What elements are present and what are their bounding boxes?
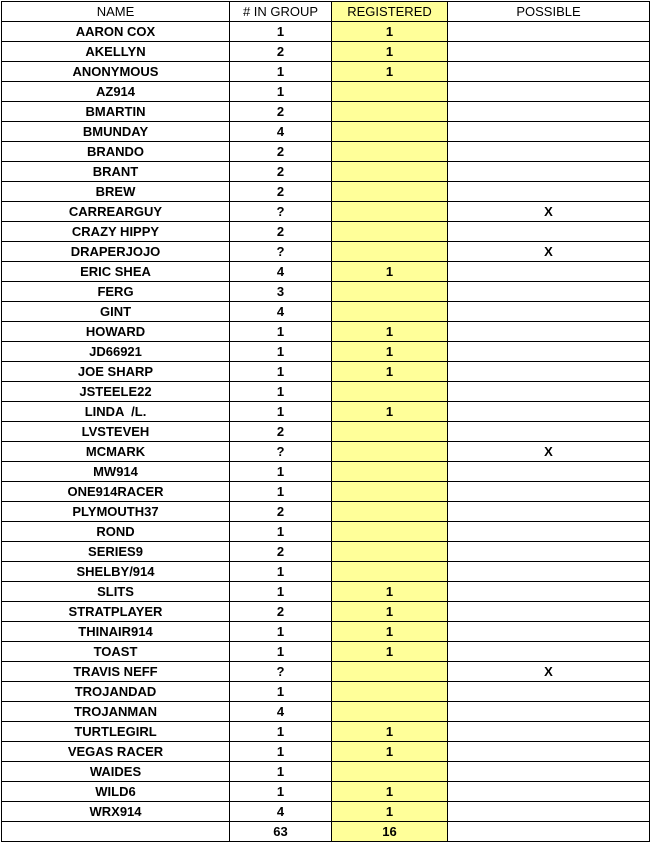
table-row (2, 642, 650, 662)
cell-name: PLYMOUTH37 (2, 502, 230, 522)
total-possible (448, 822, 650, 842)
cell-group: 2 (230, 422, 332, 442)
cell-registered (332, 142, 448, 162)
cell-possible (448, 42, 650, 62)
cell-group: 3 (230, 282, 332, 302)
cell-group: 2 (230, 222, 332, 242)
table-row (2, 722, 650, 742)
cell-possible (448, 602, 650, 622)
cell-group: 1 (230, 482, 332, 502)
cell-registered: 1 (332, 402, 448, 422)
total-name (2, 822, 230, 842)
cell-registered: 1 (332, 782, 448, 802)
cell-group: 1 (230, 22, 332, 42)
cell-registered: 1 (332, 802, 448, 822)
cell-registered (332, 302, 448, 322)
table-row (2, 542, 650, 562)
table-row (2, 162, 650, 182)
cell-name: BMUNDAY (2, 122, 230, 142)
cell-registered (332, 202, 448, 222)
cell-name: ANONYMOUS (2, 62, 230, 82)
cell-group: 1 (230, 462, 332, 482)
table-row (2, 522, 650, 542)
table-row (2, 82, 650, 102)
table-row (2, 762, 650, 782)
cell-registered (332, 482, 448, 502)
cell-group: ? (230, 662, 332, 682)
cell-possible (448, 102, 650, 122)
cell-possible (448, 562, 650, 582)
cell-possible (448, 702, 650, 722)
cell-group: 2 (230, 42, 332, 62)
cell-possible (448, 422, 650, 442)
cell-possible (448, 222, 650, 242)
table-row (2, 502, 650, 522)
table-row (2, 322, 650, 342)
cell-registered: 1 (332, 742, 448, 762)
cell-possible (448, 402, 650, 422)
cell-registered: 1 (332, 62, 448, 82)
cell-name: WRX914 (2, 802, 230, 822)
cell-group: 4 (230, 702, 332, 722)
cell-group: 1 (230, 722, 332, 742)
cell-registered (332, 522, 448, 542)
cell-possible (448, 382, 650, 402)
table-row (2, 622, 650, 642)
cell-registered: 1 (332, 362, 448, 382)
cell-possible (448, 62, 650, 82)
cell-group: ? (230, 202, 332, 222)
table-row (2, 202, 650, 222)
table-row (2, 562, 650, 582)
cell-registered: 1 (332, 42, 448, 62)
cell-name: TOAST (2, 642, 230, 662)
cell-name: BRANDO (2, 142, 230, 162)
cell-group: 1 (230, 342, 332, 362)
cell-registered: 1 (332, 722, 448, 742)
table-row (2, 602, 650, 622)
cell-name: JOE SHARP (2, 362, 230, 382)
table-row (2, 742, 650, 762)
cell-group: 1 (230, 522, 332, 542)
cell-name: TROJANDAD (2, 682, 230, 702)
cell-registered (332, 222, 448, 242)
cell-possible (448, 802, 650, 822)
table-row (2, 242, 650, 262)
cell-possible (448, 342, 650, 362)
cell-name: AKELLYN (2, 42, 230, 62)
cell-group: 1 (230, 402, 332, 422)
cell-possible: X (448, 662, 650, 682)
cell-registered (332, 702, 448, 722)
cell-group: 2 (230, 142, 332, 162)
cell-registered (332, 382, 448, 402)
cell-possible (448, 742, 650, 762)
cell-group: 4 (230, 302, 332, 322)
table-row (2, 442, 650, 462)
cell-name: VEGAS RACER (2, 742, 230, 762)
cell-possible (448, 322, 650, 342)
cell-name: ERIC SHEA (2, 262, 230, 282)
cell-registered: 1 (332, 582, 448, 602)
table-row (2, 62, 650, 82)
table-row (2, 302, 650, 322)
cell-group: 2 (230, 182, 332, 202)
table-row (2, 262, 650, 282)
cell-name: GINT (2, 302, 230, 322)
cell-possible (448, 482, 650, 502)
cell-registered (332, 662, 448, 682)
cell-group: 1 (230, 642, 332, 662)
cell-name: CARREARGUY (2, 202, 230, 222)
cell-name: JD66921 (2, 342, 230, 362)
cell-registered: 1 (332, 322, 448, 342)
cell-registered (332, 422, 448, 442)
cell-group: 1 (230, 582, 332, 602)
table-row (2, 482, 650, 502)
table-row (2, 182, 650, 202)
cell-possible (448, 302, 650, 322)
cell-registered (332, 182, 448, 202)
total-registered: 16 (332, 822, 448, 842)
cell-name: THINAIR914 (2, 622, 230, 642)
cell-group: 4 (230, 262, 332, 282)
cell-possible: X (448, 202, 650, 222)
cell-possible (448, 22, 650, 42)
cell-group: 2 (230, 502, 332, 522)
cell-possible (448, 282, 650, 302)
total-group: 63 (230, 822, 332, 842)
cell-registered (332, 282, 448, 302)
cell-group: 2 (230, 162, 332, 182)
cell-registered (332, 122, 448, 142)
cell-possible (448, 622, 650, 642)
cell-registered (332, 162, 448, 182)
cell-name: ONE914RACER (2, 482, 230, 502)
cell-group: ? (230, 242, 332, 262)
table-row (2, 382, 650, 402)
cell-group: 1 (230, 82, 332, 102)
cell-name: SHELBY/914 (2, 562, 230, 582)
cell-name: AARON COX (2, 22, 230, 42)
table-body (2, 22, 650, 822)
cell-registered: 1 (332, 642, 448, 662)
header-name: NAME (2, 2, 230, 22)
cell-group: 1 (230, 362, 332, 382)
table-row (2, 662, 650, 682)
cell-name: LVSTEVEH (2, 422, 230, 442)
cell-registered: 1 (332, 262, 448, 282)
cell-name: STRATPLAYER (2, 602, 230, 622)
header-possible: POSSIBLE (448, 2, 650, 22)
cell-possible (448, 722, 650, 742)
table-row (2, 362, 650, 382)
cell-group: 1 (230, 762, 332, 782)
cell-possible (448, 582, 650, 602)
table-row (2, 702, 650, 722)
cell-possible (448, 542, 650, 562)
cell-name: FERG (2, 282, 230, 302)
header-group: # IN GROUP (230, 2, 332, 22)
cell-possible: X (448, 242, 650, 262)
cell-registered: 1 (332, 602, 448, 622)
registration-table (1, 1, 650, 842)
cell-group: 2 (230, 542, 332, 562)
cell-group: ? (230, 442, 332, 462)
cell-registered: 1 (332, 342, 448, 362)
cell-name: LINDA /L. (2, 402, 230, 422)
cell-possible (448, 362, 650, 382)
cell-group: 4 (230, 122, 332, 142)
table-row (2, 222, 650, 242)
cell-possible (448, 142, 650, 162)
table-row (2, 102, 650, 122)
cell-possible (448, 762, 650, 782)
cell-name: HOWARD (2, 322, 230, 342)
cell-registered (332, 462, 448, 482)
table-row (2, 402, 650, 422)
cell-registered (332, 542, 448, 562)
cell-name: ROND (2, 522, 230, 542)
cell-registered: 1 (332, 622, 448, 642)
cell-registered (332, 442, 448, 462)
cell-registered (332, 242, 448, 262)
table-row (2, 122, 650, 142)
cell-possible (448, 122, 650, 142)
cell-name: JSTEELE22 (2, 382, 230, 402)
cell-name: SERIES9 (2, 542, 230, 562)
cell-name: AZ914 (2, 82, 230, 102)
cell-name: BMARTIN (2, 102, 230, 122)
cell-group: 1 (230, 322, 332, 342)
cell-group: 1 (230, 782, 332, 802)
cell-group: 1 (230, 562, 332, 582)
cell-group: 1 (230, 62, 332, 82)
cell-possible: X (448, 442, 650, 462)
cell-registered: 1 (332, 22, 448, 42)
totals-row (2, 822, 650, 842)
cell-group: 4 (230, 802, 332, 822)
table-row (2, 782, 650, 802)
table-row (2, 142, 650, 162)
cell-possible (448, 502, 650, 522)
table-row (2, 582, 650, 602)
cell-possible (448, 182, 650, 202)
cell-registered (332, 762, 448, 782)
table-row (2, 462, 650, 482)
cell-name: BREW (2, 182, 230, 202)
cell-possible (448, 522, 650, 542)
cell-registered (332, 562, 448, 582)
table-row (2, 22, 650, 42)
cell-name: WILD6 (2, 782, 230, 802)
cell-group: 1 (230, 682, 332, 702)
table-row (2, 802, 650, 822)
cell-possible (448, 162, 650, 182)
cell-name: MCMARK (2, 442, 230, 462)
table-row (2, 42, 650, 62)
cell-group: 1 (230, 622, 332, 642)
cell-possible (448, 262, 650, 282)
cell-group: 1 (230, 382, 332, 402)
cell-name: DRAPERJOJO (2, 242, 230, 262)
cell-possible (448, 642, 650, 662)
header-row (2, 2, 650, 22)
header-registered: REGISTERED (332, 2, 448, 22)
cell-registered (332, 502, 448, 522)
cell-possible (448, 462, 650, 482)
cell-name: BRANT (2, 162, 230, 182)
cell-registered (332, 82, 448, 102)
table-row (2, 342, 650, 362)
table-row (2, 682, 650, 702)
cell-name: TRAVIS NEFF (2, 662, 230, 682)
cell-name: WAIDES (2, 762, 230, 782)
cell-name: TROJANMAN (2, 702, 230, 722)
cell-group: 1 (230, 742, 332, 762)
table-row (2, 282, 650, 302)
cell-name: TURTLEGIRL (2, 722, 230, 742)
cell-possible (448, 682, 650, 702)
cell-registered (332, 102, 448, 122)
cell-possible (448, 82, 650, 102)
table-row (2, 422, 650, 442)
cell-name: MW914 (2, 462, 230, 482)
cell-group: 2 (230, 602, 332, 622)
cell-name: SLITS (2, 582, 230, 602)
cell-possible (448, 782, 650, 802)
cell-registered (332, 682, 448, 702)
cell-name: CRAZY HIPPY (2, 222, 230, 242)
cell-group: 2 (230, 102, 332, 122)
